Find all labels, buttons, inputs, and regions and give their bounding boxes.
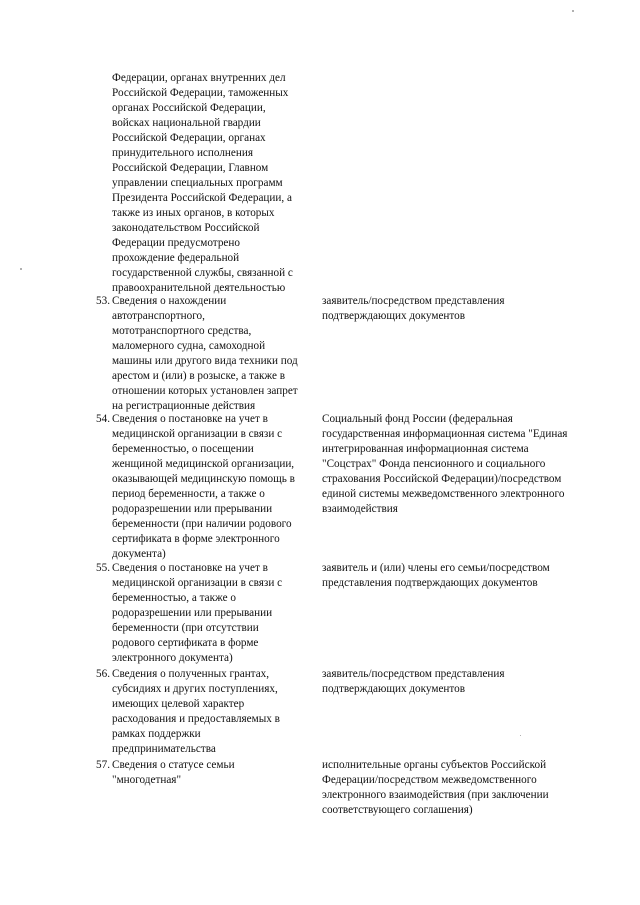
source-cell: заявитель/посредством представления подтверждающих документов — [322, 668, 505, 695]
row-number: 53. — [96, 295, 110, 307]
source-cell: заявитель и (или) члены его семьи/посредством представления подтверждающих документов — [322, 562, 550, 589]
row-number: 56. — [96, 668, 110, 680]
source-cell: заявитель/посредством представления подтверждающих документов — [322, 295, 505, 322]
scan-speck — [520, 735, 521, 736]
info-cell: Сведения о постановке на учет в медицинской организации в связи с беременностью, а также о родоразрешении или прерывании беременности (при отсутствии родового сертификата в форме электронного документа) — [112, 562, 283, 664]
info-cell: Сведения о полученных грантах, субсидиях и других поступлениях, имеющих целевой характер расходования и предоставляемых в рамках поддержки предпринимательства — [112, 668, 280, 755]
info-cell: Сведения о постановке на учет в медицинской организации в связи с беременностью, о посещении женщиной медицинской организации, оказывающей медицинскую помощь в период беременности, а также о родоразрешении или прерывании беременности (при наличии родового сертификата в форме электронного документа) — [112, 413, 295, 560]
row-number: 57. — [96, 759, 110, 771]
source-cell: исполнительные органы субъектов Российской Федерации/посредством межведомственного электронного взаимодействия (при заключении соответствующего соглашения) — [322, 759, 549, 816]
source-cell: Социальный фонд России (федеральная государственная информационная система "Единая интегрированная информационная система "Соцстрах" Фонда пенсионного и социального страхования Российской Федерации)/посредством единой системы межведомственного электронного взаимодействия — [322, 413, 568, 515]
row-number: 54. — [96, 413, 110, 425]
row-number: 55. — [96, 562, 110, 574]
continuation-text: Федерации, органах внутренних дел Российской Федерации, таможенных органах Российской Федерации, войсках национальной гвардии Российской Федерации, органах принудительного исполнения Российской Федерации, Главном управлении специальных программ Президента Российской Федерации, а также из иных органов, в которых законодательством Российской Федерации предусмотрено прохождение федеральной государственной службы, связанной с правоохранительной деятельностью — [112, 72, 293, 294]
info-cell: Сведения о нахождении автотранспортного, мототранспортного средства, маломерного судна, самоходной машины или другого вида техники под арестом и (или) в розыске, а также в отношении которых установлен запрет на регистрационные действия — [112, 295, 298, 412]
scan-speck — [20, 268, 22, 270]
scan-speck — [572, 10, 574, 12]
info-cell: Сведения о статусе семьи "многодетная" — [112, 759, 235, 786]
